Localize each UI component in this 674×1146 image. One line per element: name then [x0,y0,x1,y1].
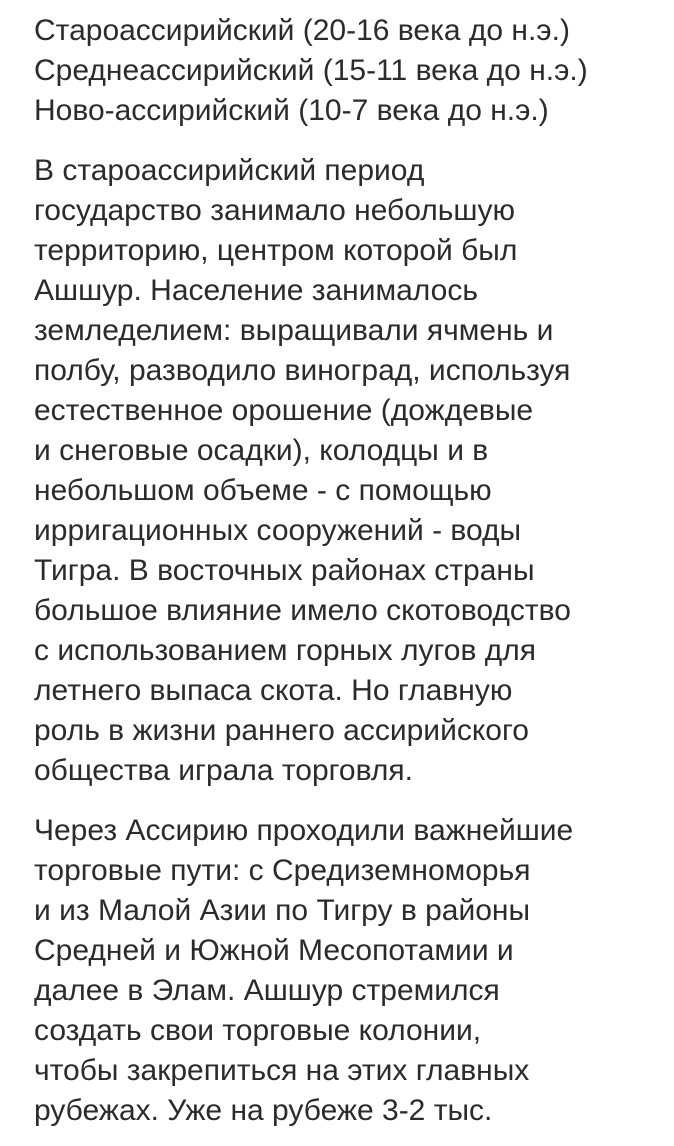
text-line: Через Ассирию проходили важнейшие [34,814,574,847]
paragraph-old-assyrian-period [34,151,571,791]
text-line: торговые пути: с Средиземноморья [34,854,531,887]
periods-list [34,11,588,131]
period-line: Ново-ассирийский (10-7 века до н.э.) [34,94,549,127]
text-line: и из Малой Азии по Тигру в районы [34,894,531,927]
text-line: небольшом объеме - с помощью [34,474,492,507]
period-line: Среднеассирийский (15-11 века до н.э.) [34,54,588,87]
document-page [34,0,674,1146]
text-line: далее в Элам. Ашшур стремился [34,974,500,1007]
text-line: территорию, центром которой был [34,234,518,267]
text-line: ирригационных сооружений - воды [34,514,522,547]
text-line: естественное орошение (дождевые [34,394,534,427]
text-line: роль в жизни раннего ассирийского [34,714,529,747]
text-line: чтобы закрепиться на этих главных [34,1054,530,1087]
text-line: общества играла торговля. [34,754,413,787]
text-line: В староассирийский период [34,154,425,187]
text-line: Средней и Южной Месопотамии и [34,934,514,967]
text-line: рубежах. Уже на рубеже 3-2 тыс. [34,1094,493,1127]
text-line: полбу, разводило виноград, используя [34,354,571,387]
text-line: Ашшур. Население занималось [34,274,478,307]
text-line: большое влияние имело скотоводство [34,594,571,627]
text-line: летнего выпаса скота. Но главную [34,674,513,707]
text-line: с использованием горных лугов для [34,634,536,667]
text-line: и снеговые осадки), колодцы и в [34,434,489,467]
text-line: государство занимало небольшую [34,194,515,227]
text-line: земледелием: выращивали ячмень и [34,314,554,347]
text-line: создать свои торговые колонии, [34,1014,482,1047]
paragraph-trade-routes [34,811,573,1131]
text-line: Тигра. В восточных районах страны [34,554,535,587]
period-line: Староассирийский (20-16 века до н.э.) [34,14,570,47]
